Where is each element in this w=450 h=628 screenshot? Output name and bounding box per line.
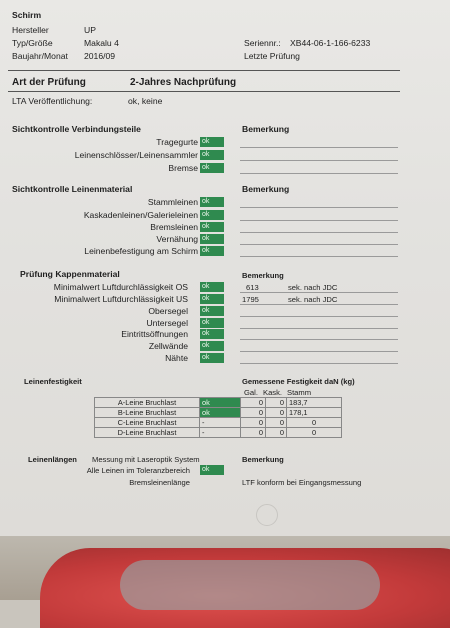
kappe-bemerkung: Bemerkung bbox=[242, 271, 284, 280]
status-ok: ok bbox=[200, 282, 224, 292]
bemerkung-line bbox=[240, 232, 398, 233]
item-label: Bremse bbox=[168, 163, 198, 173]
bag-strap bbox=[120, 560, 380, 610]
row-kask: 0 bbox=[266, 408, 287, 418]
bemerkung-line bbox=[240, 363, 398, 364]
festigkeit-table bbox=[94, 397, 342, 438]
lta-value: ok, keine bbox=[128, 96, 163, 106]
table-row bbox=[95, 408, 342, 418]
item-label: Bremsleinen bbox=[150, 222, 198, 232]
row-label: C-Leine Bruchlast bbox=[95, 418, 200, 428]
seriennr-label: Seriennr.: bbox=[244, 38, 281, 48]
item-label: Obersegel bbox=[148, 306, 188, 316]
status-ok: ok bbox=[200, 318, 224, 328]
item-label: Kaskadenleinen/Galerieleinen bbox=[83, 210, 198, 220]
row-label: A-Leine Bruchlast bbox=[95, 398, 200, 408]
item-label: Stammleinen bbox=[147, 197, 198, 207]
bemerkung-line bbox=[240, 328, 398, 329]
row-stamm: 0 bbox=[287, 428, 342, 438]
status-ok: ok bbox=[200, 197, 224, 207]
punch-hole-icon bbox=[256, 504, 278, 526]
item-label: Leinenschlösser/Leinensammler bbox=[74, 150, 198, 160]
status-ok: ok bbox=[200, 137, 224, 147]
table-row bbox=[95, 398, 342, 408]
status-ok: ok bbox=[200, 246, 224, 256]
bemerkung-line bbox=[240, 160, 398, 161]
bemerkung-line bbox=[240, 351, 398, 352]
laengen-bemerkung: Bemerkung bbox=[242, 455, 284, 464]
bemerkung-line bbox=[240, 244, 398, 245]
laengen-method: Messung mit Laseroptik System bbox=[92, 455, 200, 464]
status-ok: ok bbox=[200, 210, 224, 220]
verbindung-bemerkung: Bemerkung bbox=[242, 124, 290, 134]
kappe-title: Prüfung Kappenmaterial bbox=[20, 269, 120, 279]
item-label: Tragegurte bbox=[156, 137, 198, 147]
row-stamm: 183,7 bbox=[287, 398, 342, 408]
row-stamm: 0 bbox=[287, 418, 342, 428]
festigkeit-title: Leinenfestigkeit bbox=[24, 377, 82, 386]
status-ok: ok bbox=[200, 341, 224, 351]
bemerkung-line bbox=[240, 256, 398, 257]
bemerkung-line bbox=[240, 339, 398, 340]
divider bbox=[8, 91, 400, 92]
status-ok: ok bbox=[200, 353, 224, 363]
bemerkung-line bbox=[240, 147, 398, 148]
row-gal: 0 bbox=[241, 398, 266, 408]
row-status: ok bbox=[200, 398, 241, 408]
verbindung-title: Sichtkontrolle Verbindungsteile bbox=[12, 124, 141, 134]
status-ok: ok bbox=[200, 222, 224, 232]
kappe-os-note: sek. nach JDC bbox=[288, 283, 338, 292]
typ-label: Typ/Größe bbox=[12, 38, 53, 48]
row-status: - bbox=[200, 428, 241, 438]
schirm-heading: Schirm bbox=[12, 10, 42, 20]
row-status: ok bbox=[200, 408, 241, 418]
typ-value: Makalu 4 bbox=[84, 38, 119, 48]
row-gal: 0 bbox=[241, 408, 266, 418]
hersteller-value: UP bbox=[84, 25, 96, 35]
bemerkung-line bbox=[240, 220, 398, 221]
item-label: Untersegel bbox=[146, 318, 188, 328]
item-label: Nähte bbox=[165, 353, 188, 363]
kappe-us-note: sek. nach JDC bbox=[288, 295, 338, 304]
festigkeit-gemessen: Gemessene Festigkeit daN (kg) bbox=[242, 377, 355, 386]
art-value: 2-Jahres Nachprüfung bbox=[130, 77, 237, 88]
kappe-os-value: 613 bbox=[246, 283, 259, 292]
status-ok: ok bbox=[200, 294, 224, 304]
leinenmaterial-title: Sichtkontrolle Leinenmaterial bbox=[12, 184, 133, 194]
row-label: B-Leine Bruchlast bbox=[95, 408, 200, 418]
status-ok: ok bbox=[200, 163, 224, 173]
baujahr-value: 2016/09 bbox=[84, 51, 116, 61]
table-row bbox=[95, 428, 342, 438]
row-gal: 0 bbox=[241, 418, 266, 428]
status-ok: ok bbox=[200, 234, 224, 244]
bemerkung-line bbox=[240, 173, 398, 174]
laengen-note: LTF konform bei Eingangsmessung bbox=[242, 478, 362, 487]
item-label: Minimalwert Luftdurchlässigkeit OS bbox=[53, 282, 188, 292]
col-stamm: Stamm bbox=[287, 388, 312, 397]
baujahr-label: Baujahr/Monat bbox=[12, 51, 68, 61]
row-kask: 0 bbox=[266, 428, 287, 438]
row-stamm: 178,1 bbox=[287, 408, 342, 418]
status-ok: ok bbox=[200, 465, 224, 475]
table-row bbox=[95, 418, 342, 428]
bemerkung-line bbox=[240, 292, 398, 293]
kappe-us-value: 1795 bbox=[242, 295, 259, 304]
divider bbox=[8, 70, 400, 71]
status-ok: ok bbox=[200, 150, 224, 160]
row-kask: 0 bbox=[266, 418, 287, 428]
laengen-all-label: Alle Leinen im Toleranzbereich bbox=[86, 466, 190, 475]
item-label: Minimalwert Luftdurchlässigkeit US bbox=[54, 294, 188, 304]
col-gal: Gal. bbox=[244, 388, 258, 397]
bemerkung-line bbox=[240, 207, 398, 208]
seriennr-value: XB44-06-1-166-6233 bbox=[290, 38, 371, 48]
item-label: Eintrittsöffnungen bbox=[121, 329, 188, 339]
row-status: - bbox=[200, 418, 241, 428]
hersteller-label: Hersteller bbox=[12, 25, 49, 35]
status-ok: ok bbox=[200, 329, 224, 339]
bremsleinen-label: Bremsleinenlänge bbox=[129, 478, 190, 487]
row-kask: 0 bbox=[266, 398, 287, 408]
bemerkung-line bbox=[240, 316, 398, 317]
col-kask: Kask. bbox=[263, 388, 282, 397]
row-gal: 0 bbox=[241, 428, 266, 438]
laengen-title: Leinenlängen bbox=[28, 455, 77, 464]
item-label: Zellwände bbox=[148, 341, 188, 351]
bemerkung-line bbox=[240, 304, 398, 305]
lta-label: LTA Veröffentlichung: bbox=[12, 96, 93, 106]
row-label: D-Leine Bruchlast bbox=[95, 428, 200, 438]
status-ok: ok bbox=[200, 306, 224, 316]
leinenmaterial-bemerkung: Bemerkung bbox=[242, 184, 290, 194]
art-label: Art der Prüfung bbox=[12, 77, 86, 88]
letzte-pruefung-label: Letzte Prüfung bbox=[244, 51, 300, 61]
item-label: Leinenbefestigung am Schirm bbox=[84, 246, 198, 256]
item-label: Vernähung bbox=[156, 234, 198, 244]
